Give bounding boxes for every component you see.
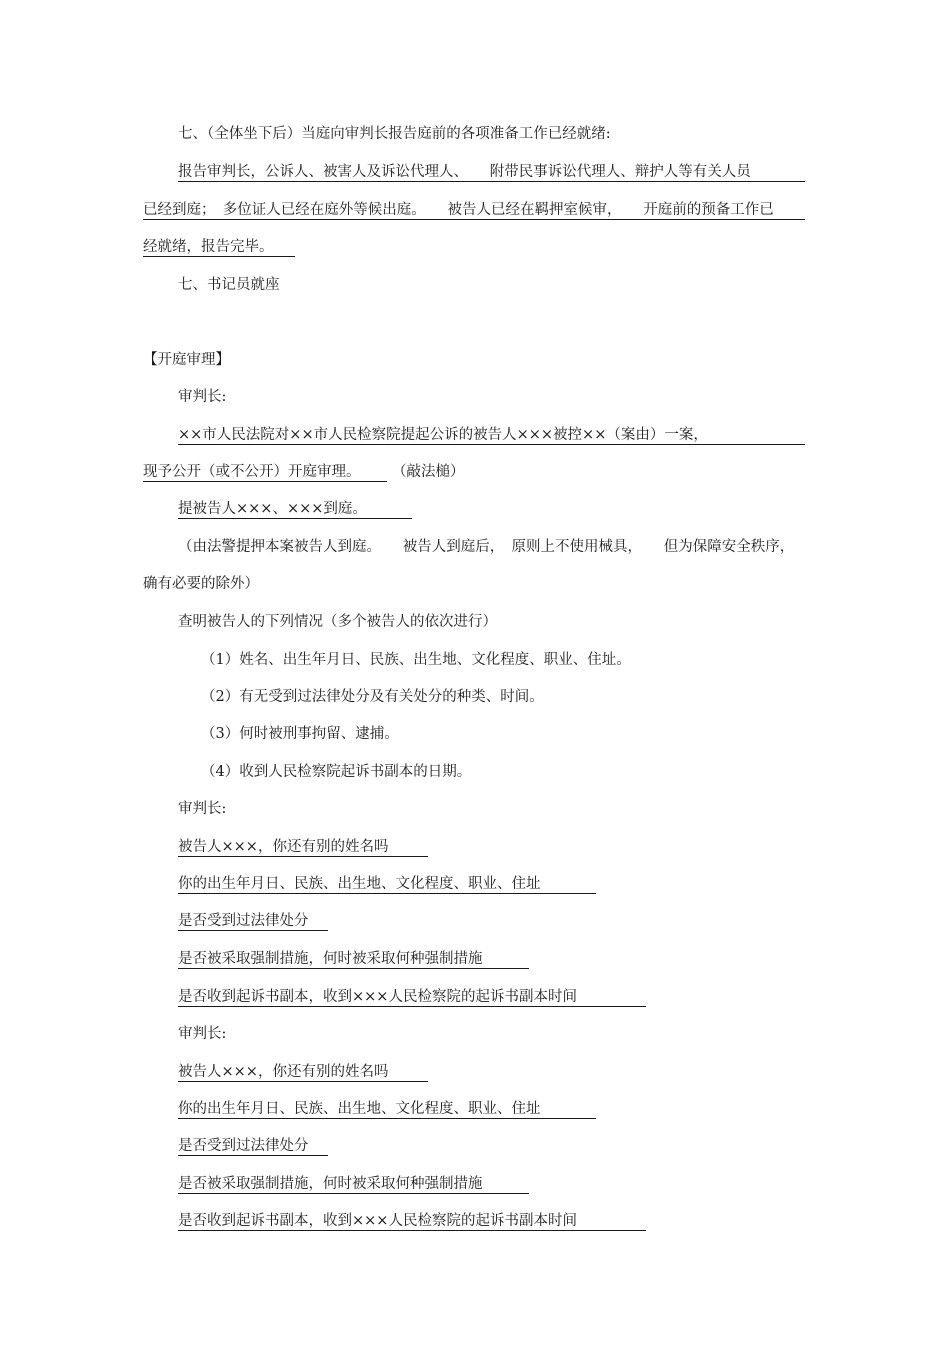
underline	[178, 930, 328, 931]
trial-section-title: 【开庭审理】	[143, 352, 230, 368]
question-line: 是否被采取强制措施，何时被采取何种强制措施	[178, 951, 483, 967]
clerk-seated-heading: 七、书记员就座	[178, 277, 280, 293]
underline	[178, 1230, 646, 1231]
underline	[178, 444, 805, 445]
underline	[178, 1155, 328, 1156]
escort-note-line: （由法警提押本案被告人到庭。 被告人到庭后， 原则上不使用械具， 但为保障安全秩序，	[178, 539, 795, 555]
underline	[143, 219, 805, 220]
question-line: 是否收到起诉书副本，收到×××人民检察院的起诉书副本时间	[178, 989, 577, 1005]
question-line: 你的出生年月日、民族、出生地、文化程度、职业、住址	[178, 1101, 541, 1117]
summon-defendant-line: 提被告人×××、×××到庭。	[178, 501, 367, 517]
question-line: 是否被采取强制措施，何时被采取何种强制措施	[178, 1176, 483, 1192]
verify-item: （3）何时被刑事拘留、逮捕。	[201, 726, 399, 742]
question-line: 是否收到起诉书副本，收到×××人民检察院的起诉书副本时间	[178, 1213, 577, 1229]
question-line: 是否受到过法律处分	[178, 913, 309, 929]
question-line: 被告人×××，你还有别的姓名吗	[178, 1064, 389, 1080]
report-line: 已经到庭； 多位证人已经在庭外等候出庭。 被告人已经在羁押室候审， 开庭前的预备工作已	[143, 202, 774, 218]
underline	[143, 256, 295, 257]
underline	[178, 518, 412, 519]
underline	[178, 968, 529, 969]
underline	[178, 856, 428, 857]
escort-note-line: 确有必要的除外）	[143, 576, 259, 592]
judge-label: 审判长:	[178, 1026, 227, 1042]
underline	[178, 1118, 596, 1119]
report-heading: 七、（全体坐下后）当庭向审判长报告庭前的各项准备工作已经就绪:	[178, 126, 611, 142]
gavel-note: （敲法槌）	[392, 464, 465, 480]
underline	[143, 481, 387, 482]
underline	[178, 1193, 529, 1194]
underline	[178, 1006, 646, 1007]
question-line: 你的出生年月日、民族、出生地、文化程度、职业、住址	[178, 876, 541, 892]
underline	[178, 893, 596, 894]
judge-label: 审判长:	[178, 389, 227, 405]
verify-item: （4）收到人民检察院起诉书副本的日期。	[201, 764, 472, 780]
verify-intro: 查明被告人的下列情况（多个被告人的依次进行）	[178, 614, 497, 630]
underline	[178, 181, 805, 182]
opening-statement-line: ××市人民法院对××市人民检察院提起公诉的被告人×××被控××（案由）一案，	[178, 427, 708, 443]
verify-item: （1）姓名、出生年月日、民族、出生地、文化程度、职业、住址。	[201, 652, 631, 668]
report-line: 经就绪，报告完毕。	[143, 239, 274, 255]
verify-item: （2）有无受到过法律处分及有关处分的种类、时间。	[201, 689, 544, 705]
opening-statement-line: 现予公开（或不公开）开庭审理。	[143, 464, 361, 480]
question-line: 被告人×××，你还有别的姓名吗	[178, 839, 389, 855]
underline	[178, 1081, 428, 1082]
report-line: 报告审判长，公诉人、被害人及诉讼代理人、 附带民事诉讼代理人、辩护人等有关人员	[178, 164, 751, 180]
judge-label: 审判长:	[178, 801, 227, 817]
question-line: 是否受到过法律处分	[178, 1138, 309, 1154]
